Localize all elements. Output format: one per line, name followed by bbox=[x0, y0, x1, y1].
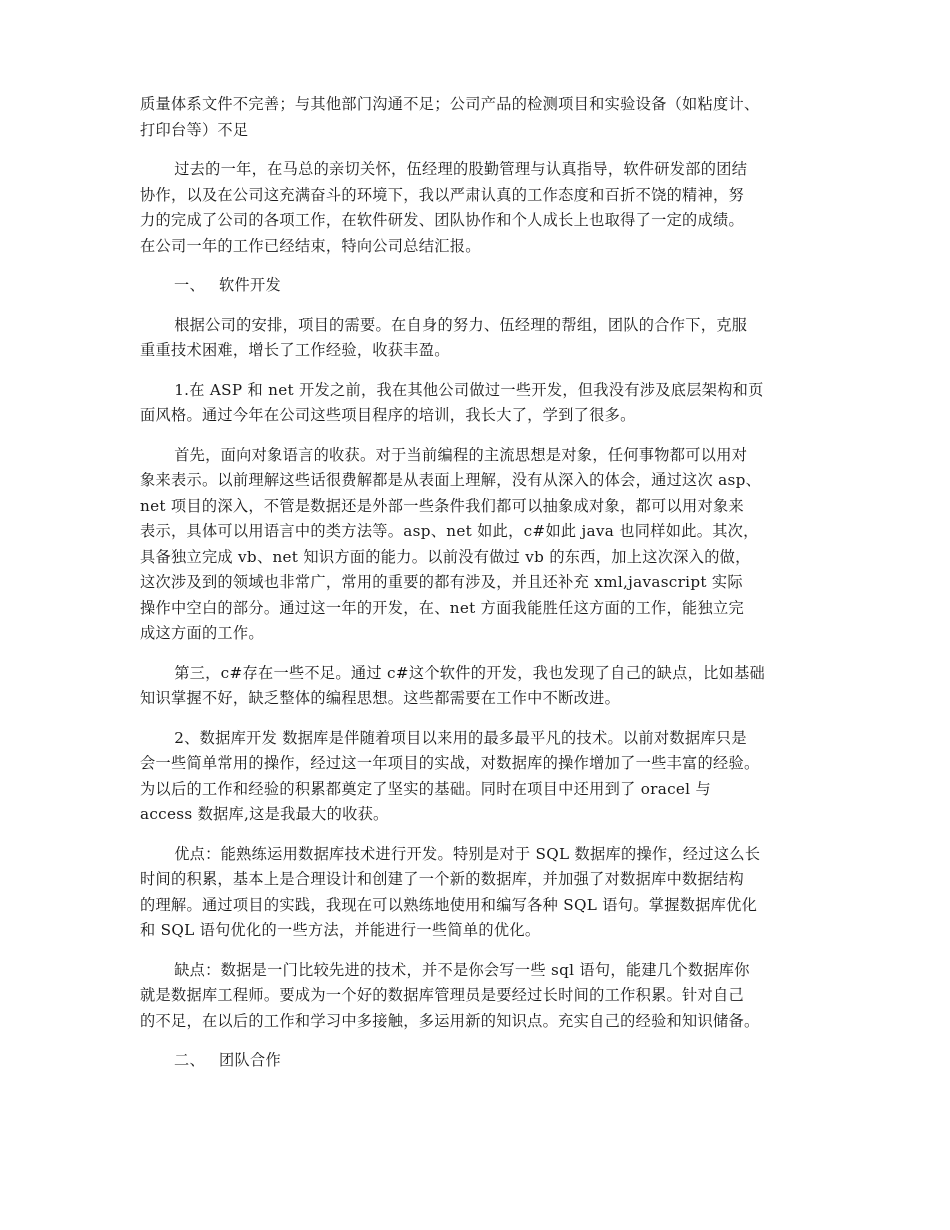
section-title: 团队合作 bbox=[219, 1051, 281, 1069]
section-title: 软件开发 bbox=[219, 276, 281, 294]
section-heading bbox=[140, 273, 830, 299]
body-paragraph: 质量体系文件不完善；与其他部门沟通不足；公司产品的检测项目和实验设备（如粘度计、 打印台等）不足 bbox=[140, 95, 760, 139]
body-paragraph: 首先，面向对象语言的收获。对于当前编程的主流思想是对象，任何事物都可以用对 象来表示。以前理解这些话很费解都是从表面上理解，没有从深入的体会，通过这次 asp、 net 项目的深入，不管是数据还是外部一些条件我们都可以抽象成对象，都可以用对象来 表示，具体可以用语言中的类方法等。asp、net 如此，c#如此 java 也同样如此。其次， 具备独立完成 vb、net 知识方面的能力。以前没有做过 vb 的东西，加上这次深入的做， 这次涉及到的领域也非常广，常用的重要的都有涉及，并且还补充 xml,javascript 实际 操作中空白的部分。通过这一年的开发，在、net 方面我能胜任这方面的工作，能独立完 成这方面的工作。 bbox=[140, 445, 762, 642]
body-paragraph: 优点：能熟练运用数据库技术进行开发。特别是对于 SQL 数据库的操作，经过这么长 时间的积累，基本上是合理设计和创建了一个新的数据库，并加强了对数据库中数据结构 的理解。通过项目的实践，我现在可以熟练地使用和编写各种 SQL 语句。掌握数据库优化 和 SQL 语句优化的一些方法，并能进行一些简单的优化。 bbox=[140, 844, 761, 939]
section-heading bbox=[140, 1048, 830, 1074]
body-paragraph: 缺点：数据是一门比较先进的技术，并不是你会写一些 sql 语句，能建几个数据库你 就是数据库工程师。要成为一个好的数据库管理员是要经过长时间的工作积累。针对自己 的不足，在以后的工作和学习中多接触，多运用新的知识点。充实自己的经验和知识储备。 bbox=[140, 960, 760, 1030]
section-number: 二、 bbox=[174, 1051, 205, 1069]
document-body bbox=[140, 92, 830, 1088]
body-paragraph: 2、数据库开发 数据库是伴随着项目以来用的最多最平凡的技术。以前对数据库只是 会一些简单常用的操作，经过这一年项目的实战，对数据库的操作增加了一些丰富的经验。 为以后的工作和经验的积累都奠定了坚实的基础。同时在项目中还用到了 oracel 与 access 数据库,这是我最大的收获。 bbox=[140, 728, 760, 823]
body-paragraph: 根据公司的安排，项目的需要。在自身的努力、伍经理的帮组，团队的合作下，克服 重重技术困难，增长了工作经验，收获丰盈。 bbox=[140, 315, 748, 359]
body-paragraph: 过去的一年，在马总的亲切关怀，伍经理的股勤管理与认真指导，软件研发部的团结 协作，以及在公司这充满奋斗的环境下，我以严肃认真的工作态度和百折不饶的精神，努 力的完成了公司的各项工作，在软件研发、团队协作和个人成长上也取得了一定的成绩。 在公司一年的工作已经结束，特向公司总结汇报。 bbox=[140, 160, 748, 255]
body-paragraph: 1.在 ASP 和 net 开发之前，我在其他公司做过一些开发，但我没有涉及底层架构和页 面风格。通过今年在公司这些项目程序的培训，我长大了，学到了很多。 bbox=[140, 380, 764, 424]
section-number: 一、 bbox=[174, 276, 205, 294]
body-paragraph: 第三，c#存在一些不足。通过 c#这个软件的开发，我也发现了自己的缺点，比如基础 知识掌握不好，缺乏整体的编程思想。这些都需要在工作中不断改进。 bbox=[140, 663, 766, 707]
